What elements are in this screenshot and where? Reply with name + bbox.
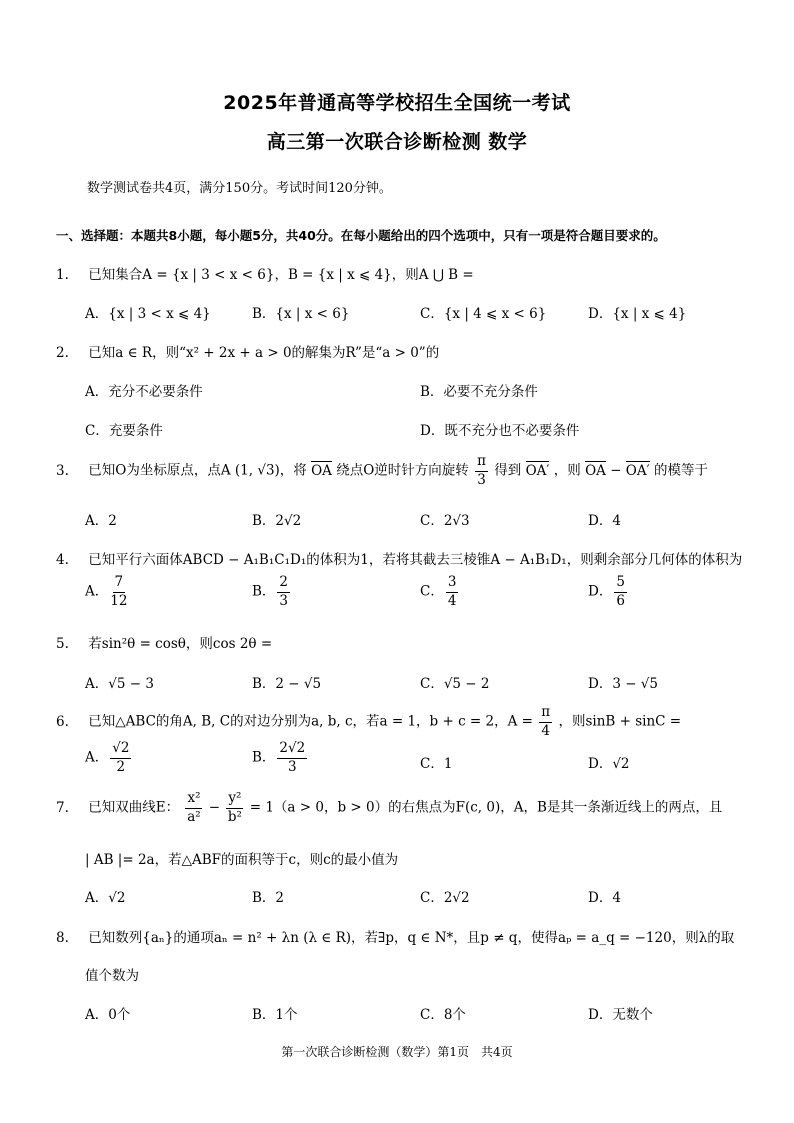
vector-oa-prime: OA′ (625, 462, 650, 479)
question-stem-c: 得到 (494, 462, 522, 479)
fraction-pi-3 (475, 455, 488, 487)
option-b[interactable]: B．{x | x < 6} (252, 306, 350, 322)
option-c[interactable] (420, 752, 452, 772)
option-a[interactable] (85, 576, 129, 608)
option-c[interactable]: C．{x | 4 ⩽ x < 6} (420, 306, 547, 322)
exam-intro: 数学测试卷共4页，满分150分。考试时间120分钟。 (87, 181, 392, 196)
question-3 (56, 455, 708, 487)
option-value: 1 (443, 756, 453, 772)
question-stem-a: 已知△ABC的角A, B, C的对边分别为a, b, c，若a = 1，b + c = 2，A = (88, 713, 533, 730)
vector-oa: OA (311, 462, 332, 479)
option-fraction (446, 576, 459, 608)
option-a[interactable]: A．{x | 3 < x ⩽ 4} (85, 306, 211, 322)
fraction-numerator: x² (185, 792, 202, 809)
fraction-numerator: π (475, 455, 488, 472)
option-label: D． (588, 583, 613, 600)
question-stem-b: 绕点O逆时针方向旋转 (336, 462, 469, 479)
option-fraction (614, 576, 627, 608)
option-c[interactable]: C．2√3 (420, 513, 470, 529)
fraction-numerator: 7 (113, 576, 126, 593)
option-c[interactable]: C．2√2 (420, 890, 470, 906)
option-d[interactable]: D．3 − √5 (588, 676, 658, 692)
question-stem-b: ，则sinB + sinC = (558, 713, 682, 730)
question-7 (56, 792, 722, 824)
fraction-denominator: 4 (447, 592, 457, 609)
question-stem: 已知平行六面体ABCD − A₁B₁C₁D₁的体积为1，若将其截去三棱锥A − A₁B₁D₁，则剩余部分几何体的体积为 (88, 552, 743, 568)
option-fraction (277, 576, 290, 608)
question-6 (56, 706, 681, 738)
question-2 (56, 341, 439, 361)
option-a[interactable]: A．2 (85, 513, 117, 529)
fraction-numerator: 3 (446, 576, 459, 593)
question-stem: 若sin²θ = cosθ，则cos 2θ = (88, 636, 273, 652)
option-a[interactable] (85, 742, 133, 774)
question-number: 7. (56, 799, 69, 816)
fraction-denominator: 3 (288, 758, 297, 775)
option-a[interactable]: A．√2 (85, 890, 126, 906)
option-b[interactable]: B．1个 (252, 1007, 298, 1023)
question-number: 1. (56, 267, 69, 283)
fraction-x2-a2 (185, 792, 202, 824)
option-c[interactable]: C．充要条件 (85, 423, 163, 439)
fraction-y2-b2 (226, 792, 243, 824)
option-d[interactable]: D．既不充分也不必要条件 (420, 423, 580, 439)
question-stem-a: 已知O为坐标原点，点A (1, √3)，将 (88, 462, 307, 479)
question-number: 5. (56, 636, 69, 652)
option-d[interactable] (588, 752, 630, 772)
question-stem: 已知数列{aₙ}的通项aₙ = n² + λn (λ ∈ R)，若∃p，q ∈ N*，且p ≠ q，使得aₚ = a_q = −120，则λ的取 (88, 930, 735, 946)
option-c[interactable]: C．√5 − 2 (420, 676, 490, 692)
question-number: 8. (56, 930, 69, 946)
question-stem-b: = 1（a > 0，b > 0）的右焦点为F(c, 0)，A，B是其一条渐近线上的两点，且 (249, 799, 723, 816)
question-stem-f: 的模等于 (653, 462, 708, 479)
option-c[interactable] (420, 576, 460, 608)
option-label: B． (252, 583, 276, 600)
option-fraction (110, 742, 131, 774)
fraction-denominator: 3 (477, 471, 486, 488)
fraction-denominator: 4 (541, 722, 551, 739)
option-label: B． (252, 749, 276, 766)
question-5 (56, 632, 272, 652)
option-b[interactable]: B．必要不充分条件 (420, 384, 538, 400)
option-b[interactable]: B．2 − √5 (252, 676, 322, 692)
option-b[interactable]: B．2√2 (252, 513, 302, 529)
option-value: √2 (612, 756, 630, 772)
option-a[interactable]: A．充分不必要条件 (85, 384, 203, 400)
fraction-denominator: 3 (279, 592, 289, 609)
question-stem: 已知集合A = {x | 3 < x < 6}，B = {x | x ⩽ 4}，则A ⋃ B = (88, 267, 474, 283)
option-b[interactable] (252, 576, 292, 608)
option-label: A． (85, 583, 109, 600)
fraction-denominator: 2 (116, 758, 126, 775)
question-number: 2. (56, 345, 69, 361)
option-d[interactable]: D．4 (588, 513, 621, 529)
exam-subtitle: 高三第一次联合诊断检测 数学 (266, 131, 528, 153)
option-b[interactable]: B．2 (252, 890, 285, 906)
option-fraction (277, 742, 307, 774)
fraction-denominator: 12 (110, 592, 128, 609)
fraction-numerator: π (539, 706, 552, 723)
question-1 (56, 263, 474, 283)
fraction-numerator: 2√2 (277, 742, 307, 759)
vector-oa: OA (585, 462, 606, 479)
option-label: C． (420, 583, 444, 600)
option-d[interactable]: D．4 (588, 890, 621, 906)
question-8 (56, 926, 734, 946)
section-heading: 一、选择题：本题共8小题，每小题5分，共40分。在每小题给出的四个选项中，只有一项是符合题目要求的。 (56, 228, 666, 243)
option-d[interactable]: D．无数个 (588, 1007, 653, 1023)
fraction-numerator: 2 (277, 576, 290, 593)
fraction-denominator: 6 (616, 592, 625, 609)
question-number: 4. (56, 552, 69, 568)
option-a[interactable]: A．√5 − 3 (85, 676, 154, 692)
fraction-numerator: √2 (110, 742, 131, 759)
question-stem-e: − (610, 462, 622, 479)
option-fraction (110, 576, 127, 608)
page-footer: 第一次联合诊断检测（数学）第1页 共4页 (281, 1045, 513, 1059)
fraction-numerator: y² (226, 792, 243, 809)
exam-title: 2025年普通高等学校招生全国统一考试 (223, 92, 571, 114)
question-number: 3. (56, 462, 69, 479)
fraction-pi-4 (539, 706, 552, 738)
minus-sign: − (208, 799, 221, 816)
option-b[interactable] (252, 742, 309, 774)
option-label: A． (85, 749, 109, 766)
fraction-numerator: 5 (614, 576, 627, 593)
question-8-line2: 值个数为 (85, 968, 139, 984)
question-stem-a: 已知双曲线E： (88, 799, 180, 816)
option-label: D． (588, 756, 613, 772)
option-d[interactable]: D．{x | x ⩽ 4} (588, 306, 687, 322)
question-stem-d: ，则 (553, 462, 581, 479)
option-c[interactable]: C．8个 (420, 1007, 466, 1023)
question-4 (56, 548, 742, 568)
option-label: C． (420, 756, 444, 772)
option-d[interactable] (588, 576, 629, 608)
fraction-denominator: b² (227, 808, 242, 825)
question-stem: 已知a ∈ R，则“x² + 2x + a > 0的解集为R”是“a > 0”的 (88, 345, 440, 361)
question-number: 6. (56, 713, 69, 730)
option-a[interactable]: A．0个 (85, 1007, 131, 1023)
vector-oa-prime: OA′ (525, 462, 550, 479)
question-7-line2: | AB |= 2a，若△ABF的面积等于c，则c的最小值为 (85, 852, 399, 868)
fraction-denominator: a² (187, 808, 201, 825)
